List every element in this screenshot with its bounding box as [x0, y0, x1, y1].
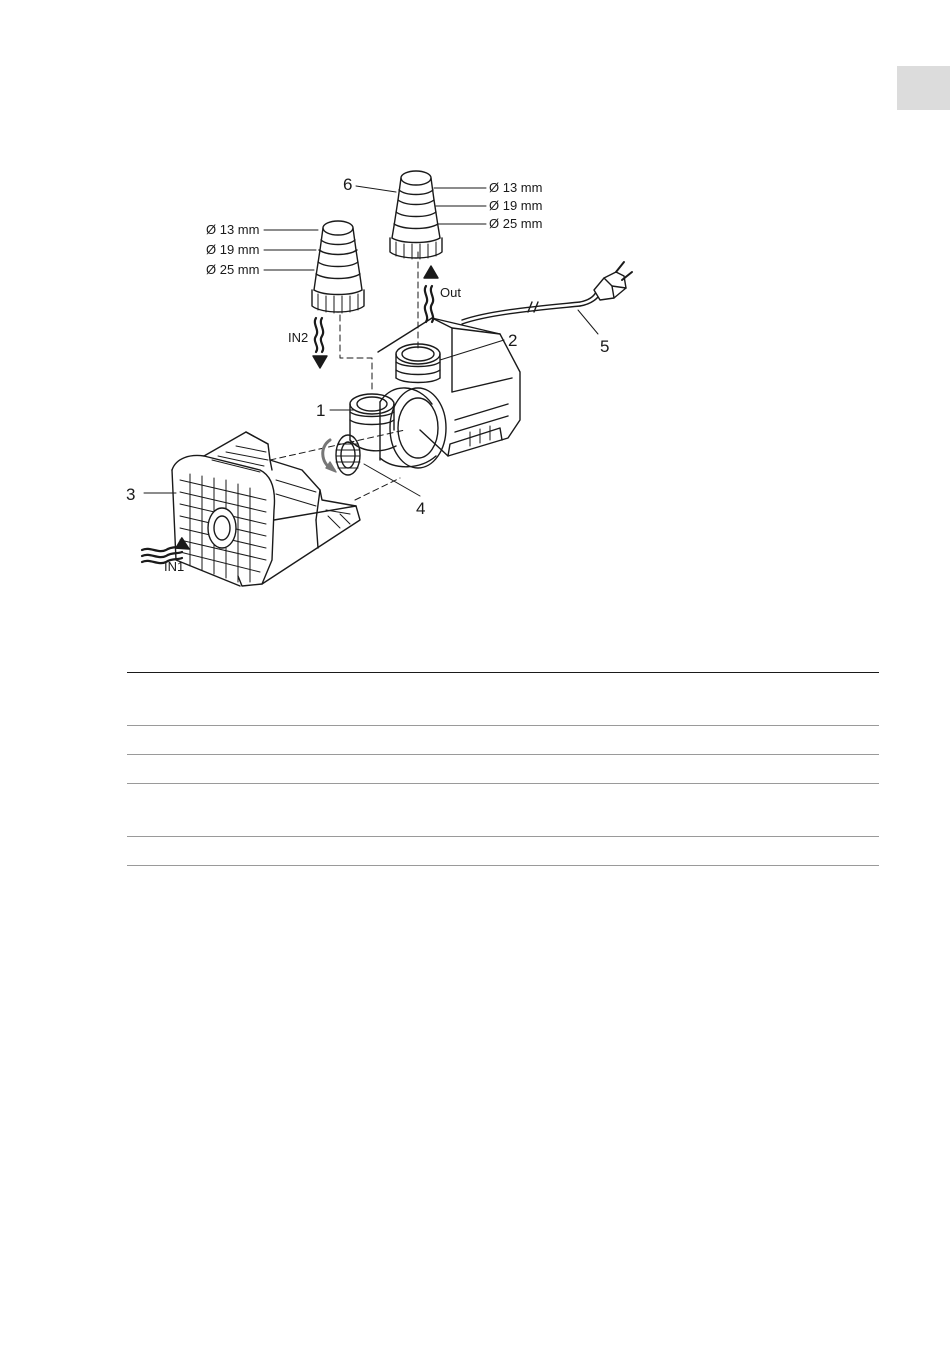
callout-3: 3: [126, 485, 136, 504]
pump-exploded-figure: [0, 0, 950, 620]
legend-description: [187, 726, 879, 755]
legend-number: [127, 755, 187, 784]
table-row: [127, 673, 879, 726]
table-row: [127, 726, 879, 755]
callout-1: 1: [316, 401, 326, 420]
callout-2: 2: [508, 331, 518, 350]
callout-4: 4: [416, 499, 426, 518]
left-dim-19: Ø 19 mm: [206, 242, 260, 257]
legend-description: [187, 784, 879, 837]
flow-label-in2: IN2: [288, 330, 309, 345]
legend-description: [187, 673, 879, 726]
pump-drawing: [0, 0, 950, 620]
left-dim-25: Ø 25 mm: [206, 262, 260, 277]
flow-label-in1: IN1: [164, 559, 185, 574]
right-dim-19: Ø 19 mm: [489, 198, 543, 213]
legend-number: [127, 673, 187, 726]
legend-number: [127, 837, 187, 866]
right-dim-25: Ø 25 mm: [489, 216, 543, 231]
table-row: [127, 784, 879, 837]
flow-label-out: Out: [440, 285, 461, 300]
legend-description: [187, 837, 879, 866]
callout-5: 5: [600, 337, 610, 356]
left-dim-13: Ø 13 mm: [206, 222, 260, 237]
legend-description: [187, 755, 879, 784]
legend-number: [127, 784, 187, 837]
table-row: [127, 755, 879, 784]
right-dim-13: Ø 13 mm: [489, 180, 543, 195]
legend-number: [127, 726, 187, 755]
parts-legend-table: [127, 672, 879, 866]
table-row: [127, 837, 879, 866]
callout-6: 6: [343, 175, 353, 194]
